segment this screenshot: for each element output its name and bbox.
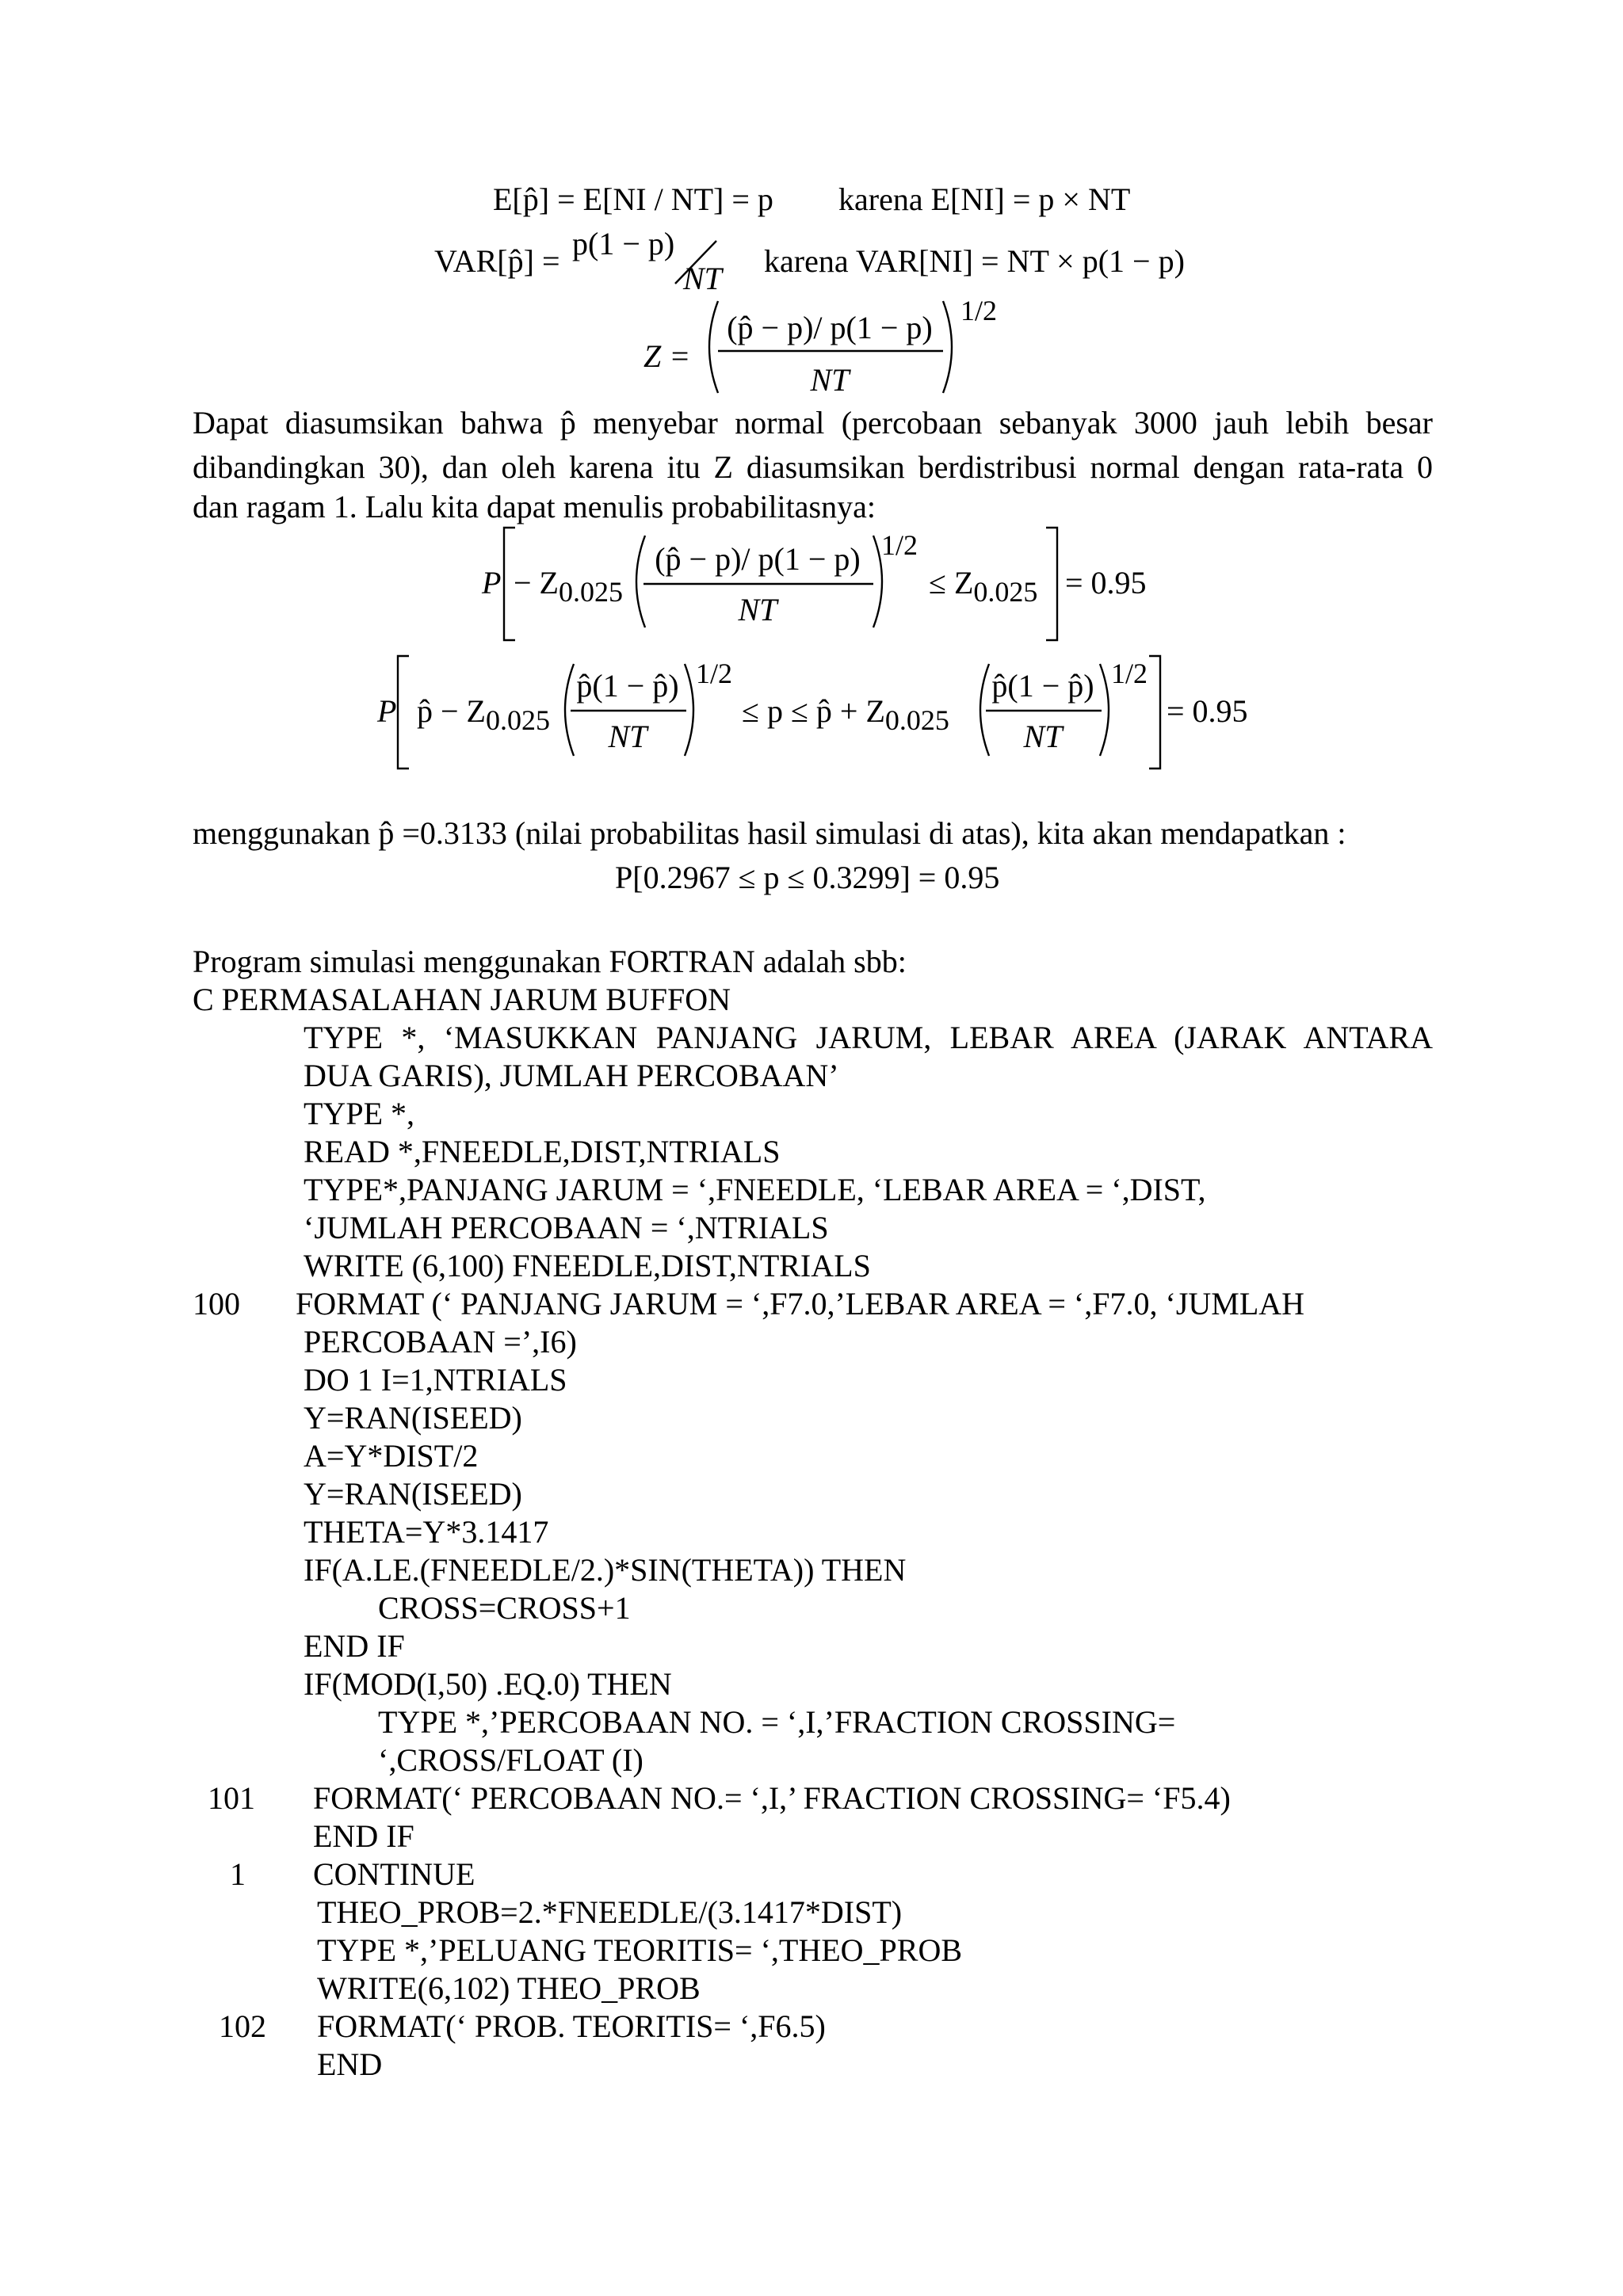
eq5-den1: NT — [608, 719, 647, 754]
prob1-right-bracket-icon — [1043, 526, 1062, 642]
prob2-fraction-bar-1 — [571, 708, 686, 713]
equation-result-interval — [615, 859, 999, 897]
code-line: CONTINUE — [313, 1856, 475, 1892]
equation-expected-value — [493, 181, 773, 219]
equation-prob-2-numerator-1 — [572, 667, 683, 705]
equation-prob-2-exponent-1 — [696, 654, 732, 692]
eq5-P: P — [377, 693, 397, 729]
equation-variance-numerator — [572, 225, 674, 263]
code-statement-label: 101 — [208, 1780, 255, 1816]
code-line: TYPE*,PANJANG JARUM = ‘,FNEEDLE, ‘LEBAR AREA = ‘,DIST, — [304, 1172, 1206, 1207]
code-line: TYPE *,’PERCOBAAN NO. = ‘,I,’FRACTION CROSSING= — [378, 1704, 1176, 1740]
code-line: READ *,FNEEDLE,DIST,NTRIALS — [304, 1134, 781, 1169]
code-line: FORMAT (‘ PANJANG JARUM = ‘,F7.0,’LEBAR AREA = ‘,F7.0, ‘JUMLAH — [296, 1286, 1305, 1322]
code-line: TYPE *,’PELUANG TEORITIS= ‘,THEO_PROB — [317, 1932, 963, 1968]
code-line: FORMAT(‘ PERCOBAAN NO.= ‘,I,’ FRACTION CROSSING= ‘F5.4) — [313, 1780, 1231, 1816]
paragraph-1-line-1: Dapat diasumsikan bahwa p̂ menyebar normal (percobaan sebanyak 3000 jauh lebih besar — [193, 405, 1433, 441]
code-comment-title: C PERMASALAHAN JARUM BUFFON — [193, 982, 731, 1017]
equation-prob-2-denominator-1 — [572, 718, 683, 756]
equation-z-lhs — [643, 338, 690, 376]
eq4-lead: − Z — [514, 565, 559, 601]
code-line: ‘,CROSS/FLOAT (I) — [378, 1742, 643, 1778]
code-statement-label: 102 — [219, 2008, 266, 2044]
equation-prob-1-exponent — [881, 526, 918, 564]
equation-z-numerator — [723, 309, 937, 347]
equation-expected-value-note — [838, 181, 1130, 219]
code-line: TYPE *, ‘MASUKKAN PANJANG JARUM, LEBAR AREA (JARAK ANTARA — [304, 1020, 1433, 1055]
eq4-sub: 0.025 — [559, 576, 623, 608]
paragraph-1-line-2: dibandingkan 30), dan oleh karena itu Z diasumsikan berdistribusi normal dengan rata-rata 0 — [193, 449, 1433, 485]
paragraph-3: Program simulasi menggunakan FORTRAN adalah sbb: — [193, 944, 907, 979]
eq5-a: p̂ − Z — [417, 693, 486, 729]
eq2-head: VAR[p̂] = — [434, 243, 560, 279]
eq5-exp1: 1/2 — [696, 658, 733, 689]
z-fraction-bar — [718, 349, 943, 353]
equation-z-exponent — [960, 292, 997, 330]
eq3-exp: 1/2 — [960, 295, 998, 326]
equation-prob-1-P — [482, 564, 501, 602]
equation-prob-2-denominator-2 — [987, 718, 1098, 756]
code-line: END IF — [313, 1818, 414, 1854]
prob2-right-bracket-icon — [1146, 654, 1165, 770]
eq4-den: NT — [738, 592, 777, 627]
eq5-sub1: 0.025 — [486, 704, 550, 736]
eq4-le: ≤ Z — [929, 565, 974, 601]
equation-variance-head — [434, 242, 560, 280]
paragraph-2: menggunakan p̂ =0.3133 (nilai probabilitas hasil simulasi di atas), kita akan mendapatkan : — [193, 815, 1346, 851]
code-line: CROSS=CROSS+1 — [378, 1590, 631, 1626]
equation-variance-note — [764, 242, 1185, 280]
code-line: THEO_PROB=2.*FNEEDLE/(3.1417*DIST) — [317, 1894, 903, 1930]
code-line: WRITE (6,100) FNEEDLE,DIST,NTRIALS — [304, 1248, 871, 1283]
eq5-rhs: = 0.95 — [1167, 693, 1248, 729]
prob2-fraction-bar-2 — [986, 708, 1102, 713]
eq4-num: (p̂ − p)/ p(1 − p) — [655, 541, 861, 577]
equation-variance-denominator — [683, 260, 722, 298]
code-line: DUA GARIS), JUMLAH PERCOBAAN’ — [304, 1058, 839, 1093]
code-line: Y=RAN(ISEED) — [304, 1400, 522, 1436]
eq2-right: karena VAR[NI] = NT × p(1 − p) — [764, 243, 1185, 279]
code-line: DO 1 I=1,NTRIALS — [304, 1362, 567, 1398]
equation-prob-1-rhs — [1065, 564, 1147, 602]
code-statement-label: 100 — [193, 1286, 240, 1322]
code-line: ‘JUMLAH PERCOBAAN = ‘,NTRIALS — [304, 1210, 829, 1245]
eq1-right: karena E[NI] = p × NT — [838, 181, 1131, 217]
equation-prob-1-denominator — [647, 591, 869, 629]
equation-prob-1-upper — [929, 564, 1038, 608]
code-line: IF(MOD(I,50) .EQ.0) THEN — [304, 1666, 672, 1702]
code-line: THETA=Y*3.1417 — [304, 1514, 549, 1550]
eq4-rhs: = 0.95 — [1065, 565, 1147, 601]
eq4-P: P — [482, 565, 502, 601]
eq5-num1: p̂(1 − p̂) — [576, 668, 679, 704]
eq5-exp2: 1/2 — [1111, 658, 1148, 689]
eq5-num2: p̂(1 − p̂) — [991, 668, 1094, 704]
eq4-sub2: 0.025 — [973, 576, 1038, 608]
code-line: TYPE *, — [304, 1096, 414, 1131]
z-left-paren-icon — [697, 298, 721, 396]
equation-prob-2-rhs — [1167, 692, 1248, 730]
code-line: END — [317, 2046, 383, 2082]
equation-prob-1-lead — [514, 564, 623, 608]
equation-prob-2-lower — [417, 692, 550, 736]
code-line: Y=RAN(ISEED) — [304, 1476, 522, 1512]
eq6: P[0.2967 ≤ p ≤ 0.3299] = 0.95 — [615, 860, 1000, 895]
code-line: PERCOBAAN =’,I6) — [304, 1324, 577, 1360]
eq4-exp: 1/2 — [881, 529, 918, 561]
eq5-den2: NT — [1023, 719, 1063, 754]
eq2-den: NT — [683, 261, 722, 296]
code-line: FORMAT(‘ PROB. TEORITIS= ‘,F6.5) — [317, 2008, 826, 2044]
code-line: IF(A.LE.(FNEEDLE/2.)*SIN(THETA)) THEN — [304, 1552, 907, 1588]
code-line: END IF — [304, 1628, 405, 1664]
eq3-lhs: Z = — [643, 338, 691, 374]
eq3-num: (p̂ − p)/ p(1 − p) — [727, 310, 933, 345]
equation-prob-2-exponent-2 — [1111, 654, 1148, 692]
equation-prob-1-numerator — [647, 540, 869, 578]
eq3-den: NT — [810, 362, 850, 398]
eq5-mid: ≤ p ≤ p̂ + Z — [742, 693, 885, 729]
prob2-left-bracket-icon — [393, 654, 412, 770]
equation-prob-2-numerator-2 — [987, 667, 1098, 705]
paragraph-1-line-3: dan ragam 1. Lalu kita dapat menulis probabilitasnya: — [193, 489, 876, 524]
code-line: A=Y*DIST/2 — [304, 1438, 479, 1474]
code-statement-label: 1 — [230, 1856, 246, 1892]
prob1-fraction-bar — [643, 582, 873, 586]
eq2-num: p(1 − p) — [572, 226, 675, 261]
eq5-sub2: 0.025 — [884, 704, 949, 736]
equation-z-denominator — [723, 361, 937, 399]
equation-prob-2-middle — [742, 692, 949, 736]
code-line: WRITE(6,102) THEO_PROB — [317, 1970, 701, 2006]
eq1-left: E[p̂] = E[NI / NT] = p — [493, 181, 773, 217]
